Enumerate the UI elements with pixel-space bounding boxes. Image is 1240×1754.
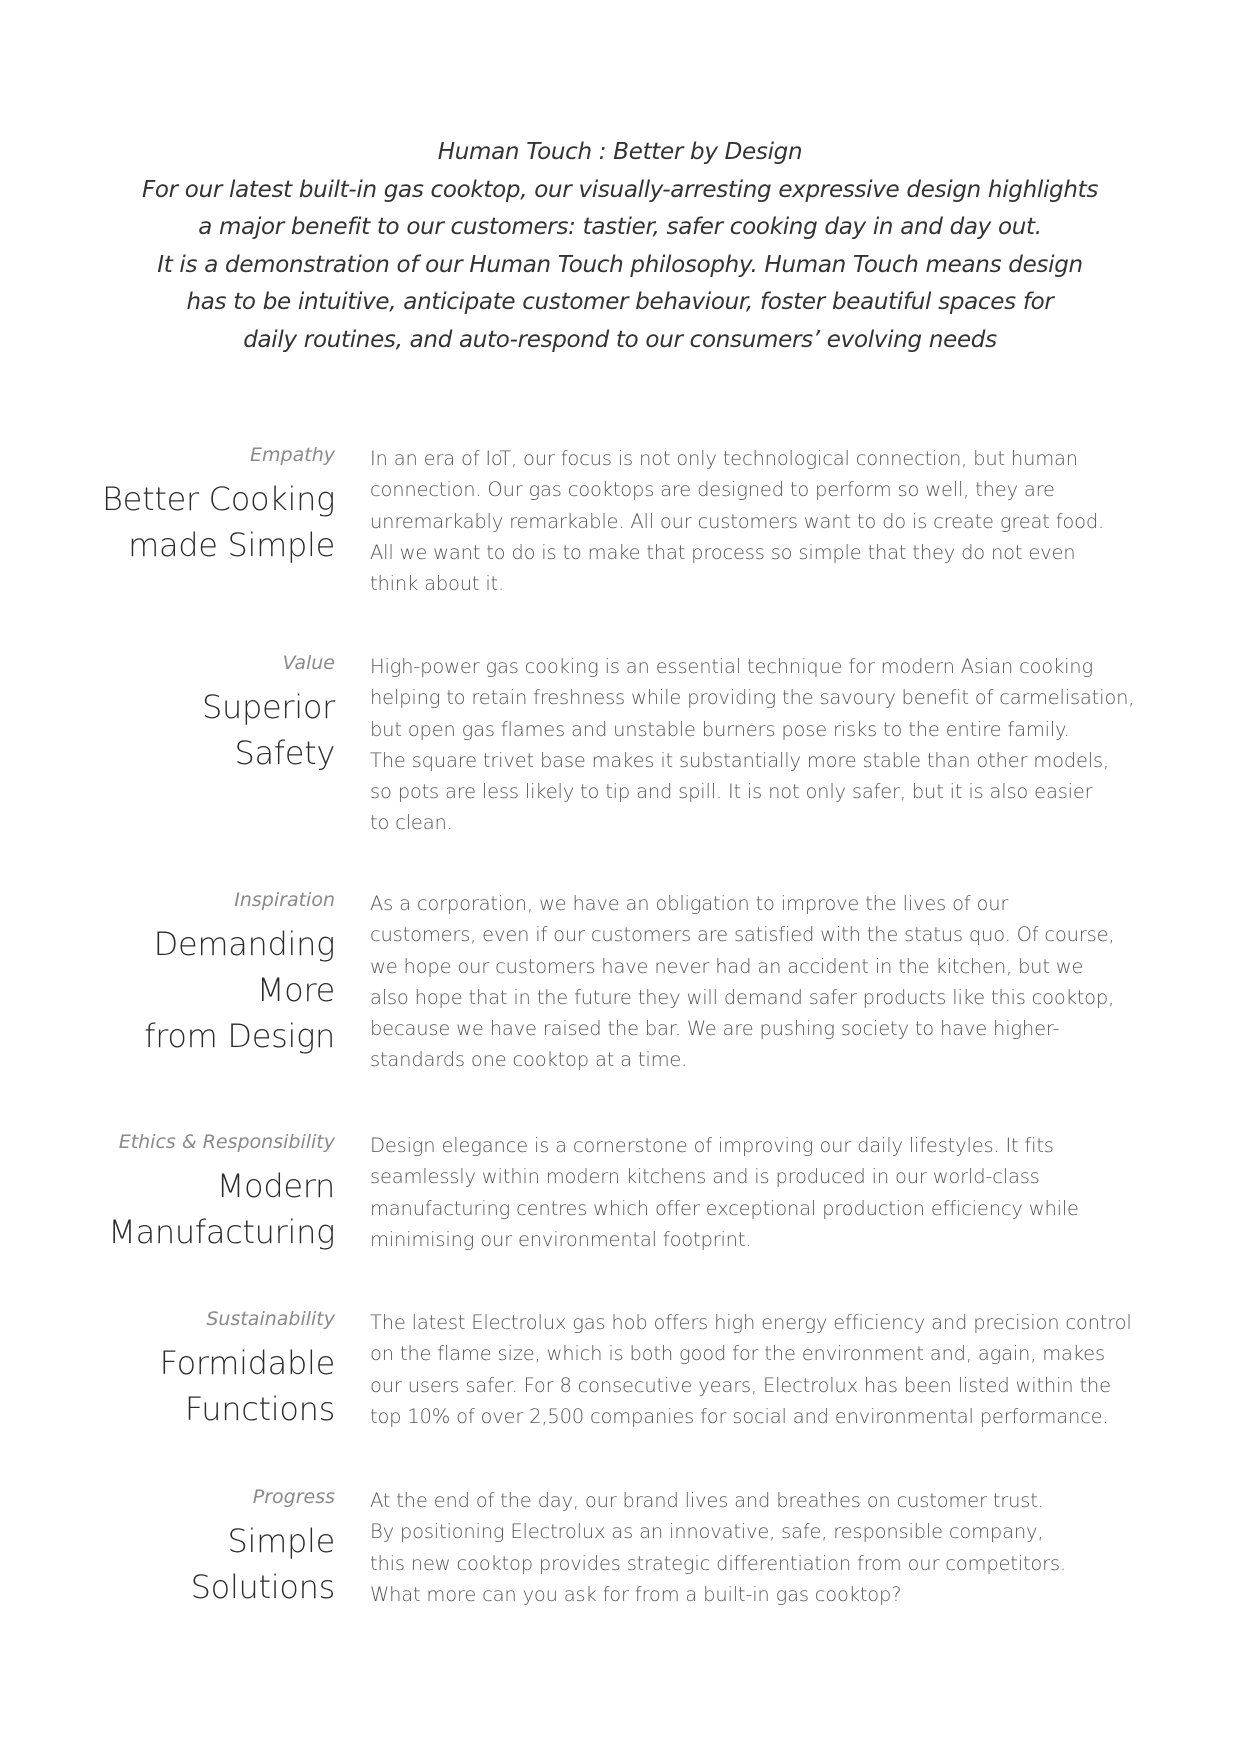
section-category: Inspiration <box>234 889 335 911</box>
heading-line: Formidable <box>159 1344 335 1382</box>
section-heading <box>15 1340 335 1432</box>
body-line: think about it. <box>370 572 504 596</box>
body-line: so pots are less likely to tip and spill. It is not only safer, but it is also easier <box>370 780 1093 804</box>
intro-title: Human Touch : Better by Design <box>437 139 803 165</box>
intro-line: For our latest built-in gas cooktop, our visually-arresting expressive design highlights <box>141 176 1099 203</box>
heading-line: Superior <box>202 688 335 726</box>
heading-line: Simple <box>227 1522 335 1560</box>
intro-line: a major benefit to our customers: tastier, safer cooking day in and day out. <box>198 214 1042 240</box>
body-line: also hope that in the future they will demand safer products like this cooktop, <box>370 985 1115 1009</box>
section-category: Ethics & Responsibility <box>118 1131 335 1153</box>
intro-line: daily routines, and auto-respond to our consumers’ evolving needs <box>243 326 997 353</box>
intro-line: has to be intuitive, anticipate customer behaviour, foster beautiful spaces for <box>186 289 1054 315</box>
body-line: this new cooktop provides strategic differentiation from our competitors. <box>370 1551 1066 1575</box>
section-body <box>370 1130 1160 1255</box>
section-heading <box>15 921 335 1059</box>
heading-line: Manufacturing <box>108 1213 335 1251</box>
body-line: minimising our environmental footprint. <box>370 1227 752 1251</box>
body-line: on the flame size, which is both good for the environment and, again, makes <box>370 1342 1105 1366</box>
body-line: unremarkably remarkable. All our customers want to do is create great food. <box>370 509 1105 533</box>
section-header <box>15 888 335 1059</box>
body-line: our users safer. For 8 consecutive years, Electrolux has been listed within the <box>370 1373 1111 1397</box>
body-line: top 10% of over 2,500 companies for social and environmental performance. <box>370 1404 1109 1428</box>
section-heading <box>15 1518 335 1610</box>
heading-line: More <box>256 971 335 1009</box>
heading-line: Modern <box>216 1167 335 1205</box>
heading-line: from Design <box>144 1017 335 1055</box>
section-category: Sustainability <box>206 1308 335 1330</box>
body-line: helping to retain freshness while providing the savoury benefit of carmelisation, <box>370 686 1135 710</box>
body-line: The square trivet base makes it substantially more stable than other models, <box>370 748 1109 772</box>
body-line: High-power gas cooking is an essential technique for modern Asian cooking <box>370 655 1093 678</box>
body-line: What more can you ask for from a built-in gas cooktop? <box>370 1582 902 1606</box>
heading-line: Better Cooking <box>102 480 335 518</box>
body-line: to clean. <box>370 811 453 835</box>
section-header <box>15 651 335 776</box>
body-line: At the end of the day, our brand lives and breathes on customer trust. <box>370 1489 1044 1512</box>
section-category: Progress <box>252 1486 335 1508</box>
body-line: The latest Electrolux gas hob offers high energy efficiency and precision control <box>370 1311 1132 1334</box>
body-line: By positioning Electrolux as an innovative, safe, responsible company, <box>370 1520 1044 1544</box>
body-line: connection. Our gas cooktops are designed to perform so well, they are <box>370 478 1055 502</box>
section-heading <box>15 476 335 568</box>
heading-line: Safety <box>234 734 335 772</box>
section-body <box>370 651 1160 839</box>
intro-line: It is a demonstration of our Human Touch philosophy. Human Touch means design <box>157 251 1083 278</box>
section-header <box>15 1130 335 1255</box>
body-line: As a corporation, we have an obligation to improve the lives of our <box>370 892 1009 915</box>
body-line: customers, even if our customers are satisfied with the status quo. Of course, <box>370 923 1115 947</box>
heading-line: Solutions <box>190 1568 335 1606</box>
section-body <box>370 1307 1160 1432</box>
section-body <box>370 443 1160 599</box>
body-line: but open gas flames and unstable burners pose risks to the entire family. <box>370 717 1070 741</box>
body-line: standards one cooktop at a time. <box>370 1048 688 1072</box>
section-heading <box>15 1163 335 1255</box>
heading-line: Functions <box>184 1390 335 1428</box>
section-heading <box>15 684 335 776</box>
intro-statement <box>120 134 1120 359</box>
section-header <box>15 443 335 568</box>
body-line: All we want to do is to make that process so simple that they do not even <box>370 540 1076 564</box>
body-line: because we have raised the bar. We are pushing society to have higher- <box>370 1017 1060 1041</box>
heading-line: made Simple <box>128 526 335 564</box>
section-category: Empathy <box>250 444 335 466</box>
section-body <box>370 888 1160 1076</box>
body-line: In an era of IoT, our focus is not only technological connection, but human <box>370 447 1078 470</box>
section-category: Value <box>282 652 335 674</box>
body-line: manufacturing centres which offer exceptional production efficiency while <box>370 1196 1079 1220</box>
section-header <box>15 1307 335 1432</box>
heading-line: Demanding <box>153 925 335 963</box>
section-body <box>370 1485 1160 1610</box>
body-line: seamlessly within modern kitchens and is produced in our world-class <box>370 1165 1040 1189</box>
body-line: we hope our customers have never had an accident in the kitchen, but we <box>370 954 1084 978</box>
section-header <box>15 1485 335 1610</box>
body-line: Design elegance is a cornerstone of improving our daily lifestyles. It fits <box>370 1134 1054 1157</box>
